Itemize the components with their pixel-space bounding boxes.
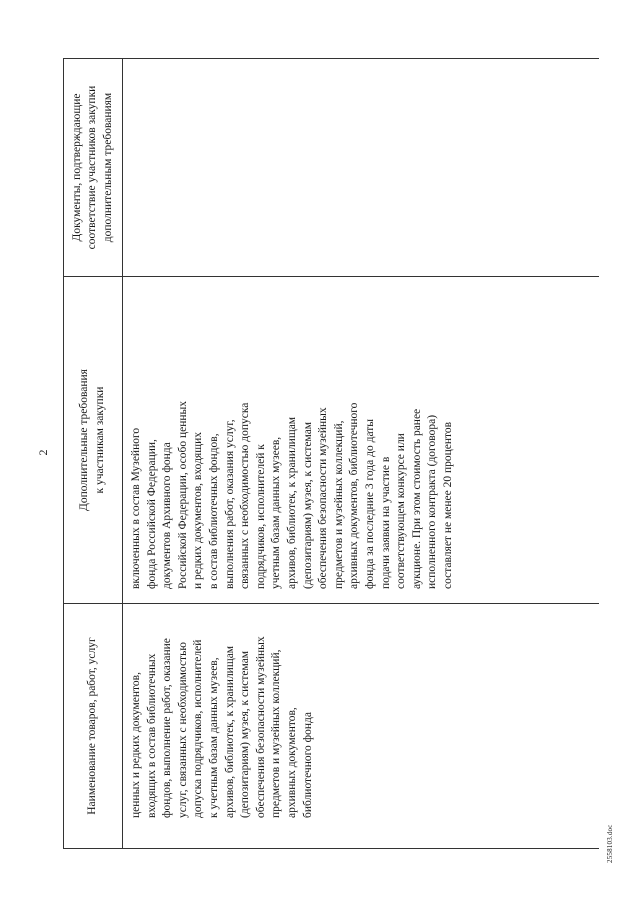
table-header-row [64,59,123,849]
header-confirming-documents: Документы, подтверждающие соответствие участников закупки дополнительным требованиям [64,59,123,277]
footer-file-name: 2558103.doc [606,824,614,863]
header-additional-requirements: Дополнительные требования к участникам закупки [64,277,123,604]
header-goods-works-services: Наименование товаров, работ, услуг [64,604,123,849]
cell-goods-works-services: ценных и редких документов, входящих в состав библиотечных фондов, выполнение работ, оказание услуг, связанных с необходимостью допуска подрядчиков, исполнителей к учетным базам данных музеев, архивов, библиотек, к хранилищам (депозитариям) музея, к системам обеспечения безопасности музейных предметов и музейных коллекций, архивных документов, библиотечного фонда [123,604,600,849]
table-row [123,59,600,849]
cell-additional-requirements: включенных в состав Музейного фонда Российской Федерации, документов Архивного фонда Российской Федерации, особо ценных и редких документов, входящих в состав библиотечных фондов, выполнения работ, оказания услуг, связанных с необходимостью допуска подрядчиков, исполнителей к учетным базам данных музеев, архивов, библиотек, к хранилищам (депозитариям) музея, к системам обеспечения безопасности музейных предметов и музейных коллекций, архивных документов, библиотечного фонда за последние 3 года до даты подачи заявки на участие в соответствующем конкурсе или аукционе. При этом стоимость ранее исполненного контракта (договора) составляет не менее 20 процентов [123,277,600,604]
cell-confirming-documents [123,59,600,277]
requirements-table [63,58,599,849]
page-number: 2 [36,449,50,456]
